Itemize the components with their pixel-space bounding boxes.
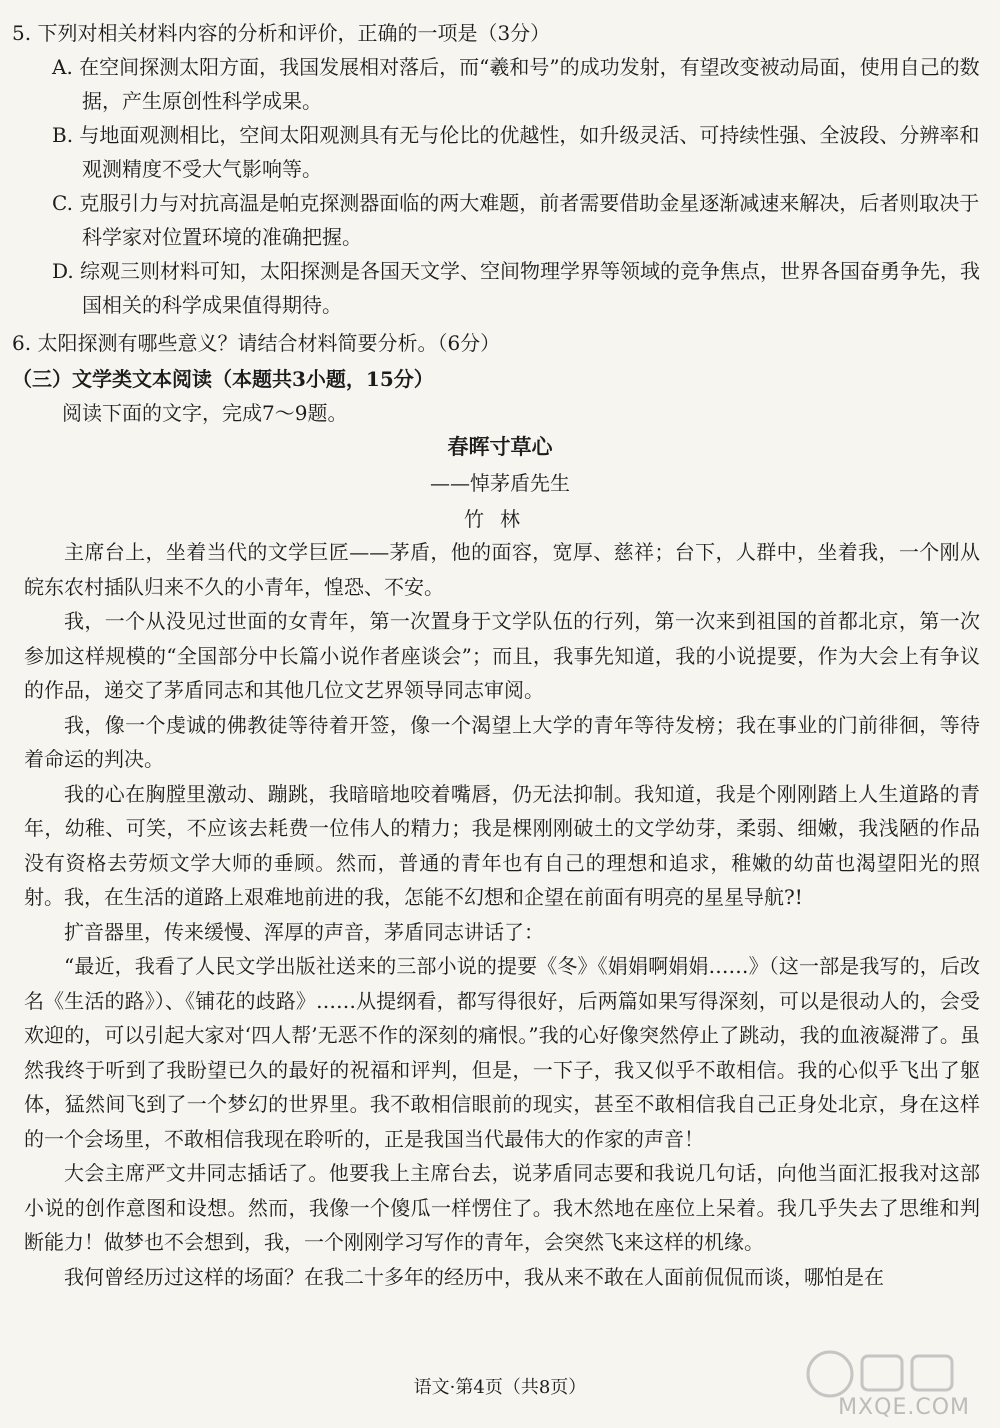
option-a: A. 在空间探测太阳方面，我国发展相对落后，而“羲和号”的成功发射，有望改变被动局面，使用自己的数据，产生原创性科学成果。 (52, 55, 980, 113)
article-paragraph: 我，像一个虔诚的佛教徒等待着开签，像一个渴望上大学的青年等待发榜；我在事业的门前徘徊，等待着命运的判决。 (24, 712, 980, 771)
reading-instruction: 阅读下面的文字，完成7～9题。 (62, 401, 348, 425)
article-title: 春晖寸草心 (447, 434, 553, 459)
section-heading: （三）文学类文本阅读（本题共3小题，15分） (12, 367, 434, 391)
article-paragraph: 主席台上，坐着当代的文学巨匠——茅盾，他的面容，宽厚、慈祥；台下，人群中，坐着我，一个刚从皖东农村插队归来不久的小青年，惶恐、不安。 (24, 540, 980, 599)
article-author: 竹林 (464, 507, 536, 531)
question-5 (12, 16, 988, 322)
page-footer: 语文·第4页（共8页） (413, 1377, 587, 1398)
article-paragraph: “最近，我看了人民文学出版社送来的三部小说的提要《冬》《娟娟啊娟娟……》（这一部是我写的，后改名《生活的路》）、《铺花的歧路》……从提纲看，都写得很好，后两篇如果写得深刻，可以是很动人的，会受欢迎的，可以引起大家对‘四人帮’无恶不作的深刻的痛恨。”我的心好像突然停止了跳动，我的血液凝滞了。虽然我终于听到了我盼望已久的最好的祝福和评判，但是，一下子，我又似乎不敢相信。我的心似乎飞出了躯体，猛然间飞到了一个梦幻的世界里。我不敢相信眼前的现实，甚至不敢相信我自己正身处北京，身在这样的一个会场里，不敢相信我现在聆听的，正是我国当代最伟大的作家的声音！ (24, 954, 980, 1151)
article-paragraph: 我的心在胸膛里激动、蹦跳，我暗暗地咬着嘴唇，仍无法抑制。我知道，我是个刚刚踏上人生道路的青年，幼稚、可笑，不应该去耗费一位伟人的精力；我是棵刚刚破土的文学幼芽，柔弱、细嫩，我浅陋的作品没有资格去劳烦文学大师的垂顾。然而，普通的青年也有自己的理想和追求，稚嫩的幼苗也渴望阳光的照射。我，在生活的道路上艰难地前进的我，怎能不幻想和企望在前面有明亮的星星导航?! (24, 781, 980, 909)
question-6: 6. 太阳探测有哪些意义？请结合材料简要分析。（6分） (12, 331, 501, 355)
article-paragraph: 我，一个从没见过世面的女青年，第一次置身于文学队伍的行列，第一次来到祖国的首都北京，第一次参加这样规模的“全国部分中长篇小说作者座谈会”；而且，我事先知道，我的小说提要，作为大会上有争议的作品，递交了茅盾同志和其他几位文艺界领导同志审阅。 (24, 609, 980, 702)
watermark-text: MXQE.COM (838, 1395, 970, 1420)
article-paragraph: 大会主席严文井同志插话了。他要我上主席台去，说茅盾同志要和我说几句话，向他当面汇报我对这部小说的创作意图和设想。然而，我像一个傻瓜一样愣住了。我木然地在座位上呆着。我几乎失去了思维和判断能力！做梦也不会想到，我，一个刚刚学习写作的青年，会突然飞来这样的机缘。 (24, 1161, 980, 1254)
option-b: B. 与地面观测相比，空间太阳观测具有无与伦比的优越性，如升级灵活、可持续性强、全波段、分辨率和观测精度不受大气影响等。 (52, 123, 980, 181)
article-paragraph: 我何曾经历过这样的场面？在我二十多年的经历中，我从来不敢在人面前侃侃而谈，哪怕是在 (64, 1264, 884, 1289)
article-subtitle: ——悼茅盾先生 (430, 471, 570, 495)
article-paragraph: 扩音器里，传来缓慢、浑厚的声音，茅盾同志讲话了： (64, 919, 544, 944)
question-5-stem: 5. 下列对相关材料内容的分析和评价，正确的一项是（3分） (12, 21, 551, 45)
article-body (24, 535, 980, 1294)
option-d: D. 综观三则材料可知，太阳探测是各国天文学、空间物理学界等领域的竞争焦点，世界各国奋勇争先，我国相关的科学成果值得期待。 (52, 259, 981, 317)
option-c: C. 克服引力与对抗高温是帕克探测器面临的两大难题，前者需要借助金星逐渐减速来解决，后者则取决于科学家对位置环境的准确把握。 (52, 191, 980, 249)
